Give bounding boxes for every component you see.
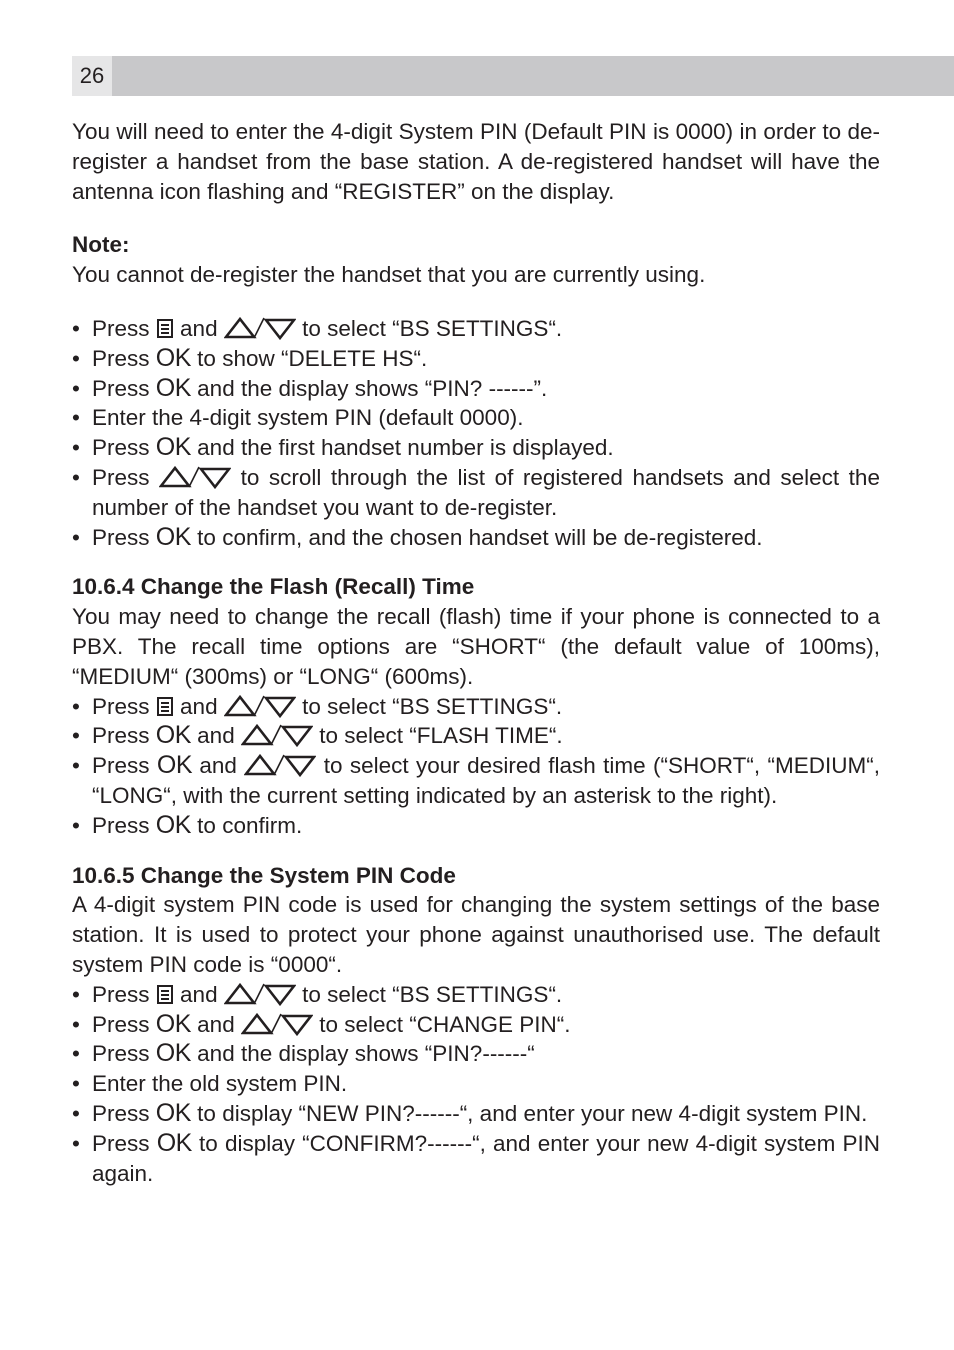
menu-key-icon [157,319,173,338]
section-heading-pin: 10.6.5 Change the System PIN Code [72,862,456,888]
list-item: • Press OK and to select your desired flash time (“SHORT“, “MEDIUM“, “LONG“, with the current setting indicated by an asterisk to the right). [72,751,880,808]
flash-intro: You may need to change the recall (flash) time if your phone is connected to a PBX. The recall time options are “SHORT“ (the default value of 100ms), “MEDIUM“ (300ms) or “LONG“ (600ms). [72,604,880,689]
list-item: • Enter the 4-digit system PIN (default 0000). [72,405,524,431]
page-number: 26 [72,56,112,96]
section-heading-flash: 10.6.4 Change the Flash (Recall) Time [72,574,475,600]
note-label: Note: [72,232,130,258]
list-item: • Press and to select “BS SETTINGS“. [72,315,563,341]
note-text: You cannot de-register the handset that you are currently using. [72,262,706,288]
list-item: • Press OK to display “CONFIRM?------“, and enter your new 4-digit system PIN again. [72,1128,880,1186]
ok-key-icon: OK [155,433,191,462]
ok-key-icon: OK [155,1039,191,1068]
menu-key-icon [157,985,173,1004]
ok-key-icon: OK [155,1098,191,1127]
intro-paragraph: You will need to enter the 4-digit System PIN (Default PIN is 0000) in order to de-register a handset from the base station. A de-registered handset will have the antenna icon flashing and “REGISTER” on the display. [72,119,880,204]
ok-key-icon: OK [156,751,193,780]
ok-key-icon: OK [155,1009,191,1038]
up-down-arrow-icon [224,316,296,340]
flash-steps [72,692,880,841]
list-item: • Press and to select “BS SETTINGS“. [72,981,563,1007]
list-item: • Enter the old system PIN. [72,1071,348,1097]
pin-intro: A 4-digit system PIN code is used for changing the system settings of the base station. It is used to protect your phone against unauthorised use. The default system PIN code is “0000“. [72,892,880,977]
ok-key-icon: OK [155,810,191,839]
page-header-bar [72,56,954,96]
list-item: • Press OK and the display shows “PIN? ------”. [72,373,548,402]
list-item: • Press OK to show “DELETE HS“. [72,343,428,372]
up-down-arrow-icon [244,753,316,777]
list-item: • Press OK and to select “CHANGE PIN“. [72,1009,571,1038]
deregister-steps [72,314,880,552]
ok-key-icon: OK [156,1128,192,1157]
ok-key-icon: OK [155,373,191,402]
menu-key-icon [157,697,173,716]
ok-key-icon: OK [155,721,191,750]
list-item: • Press OK to confirm, and the chosen handset will be de-registered. [72,522,763,551]
up-down-arrow-icon [224,982,296,1006]
list-item: • Press OK to confirm. [72,810,303,839]
list-item: • Press OK and the first handset number is displayed. [72,433,614,462]
list-item: • Press OK and the display shows “PIN?------“ [72,1039,535,1068]
up-down-arrow-icon [241,723,313,747]
up-down-arrow-icon [241,1012,313,1036]
list-item: • Press OK to display “NEW PIN?------“, and enter your new 4-digit system PIN. [72,1098,868,1127]
list-item: • Press OK and to select “FLASH TIME“. [72,721,563,750]
page-content [72,117,880,1188]
ok-key-icon: OK [155,343,191,372]
up-down-arrow-icon [159,465,231,489]
list-item: • Press and to select “BS SETTINGS“. [72,693,563,719]
list-item: • Press to scroll through the list of registered handsets and select the number of the handset you want to de-register. [72,464,880,520]
ok-key-icon: OK [155,522,191,551]
pin-steps [72,980,880,1189]
up-down-arrow-icon [224,694,296,718]
